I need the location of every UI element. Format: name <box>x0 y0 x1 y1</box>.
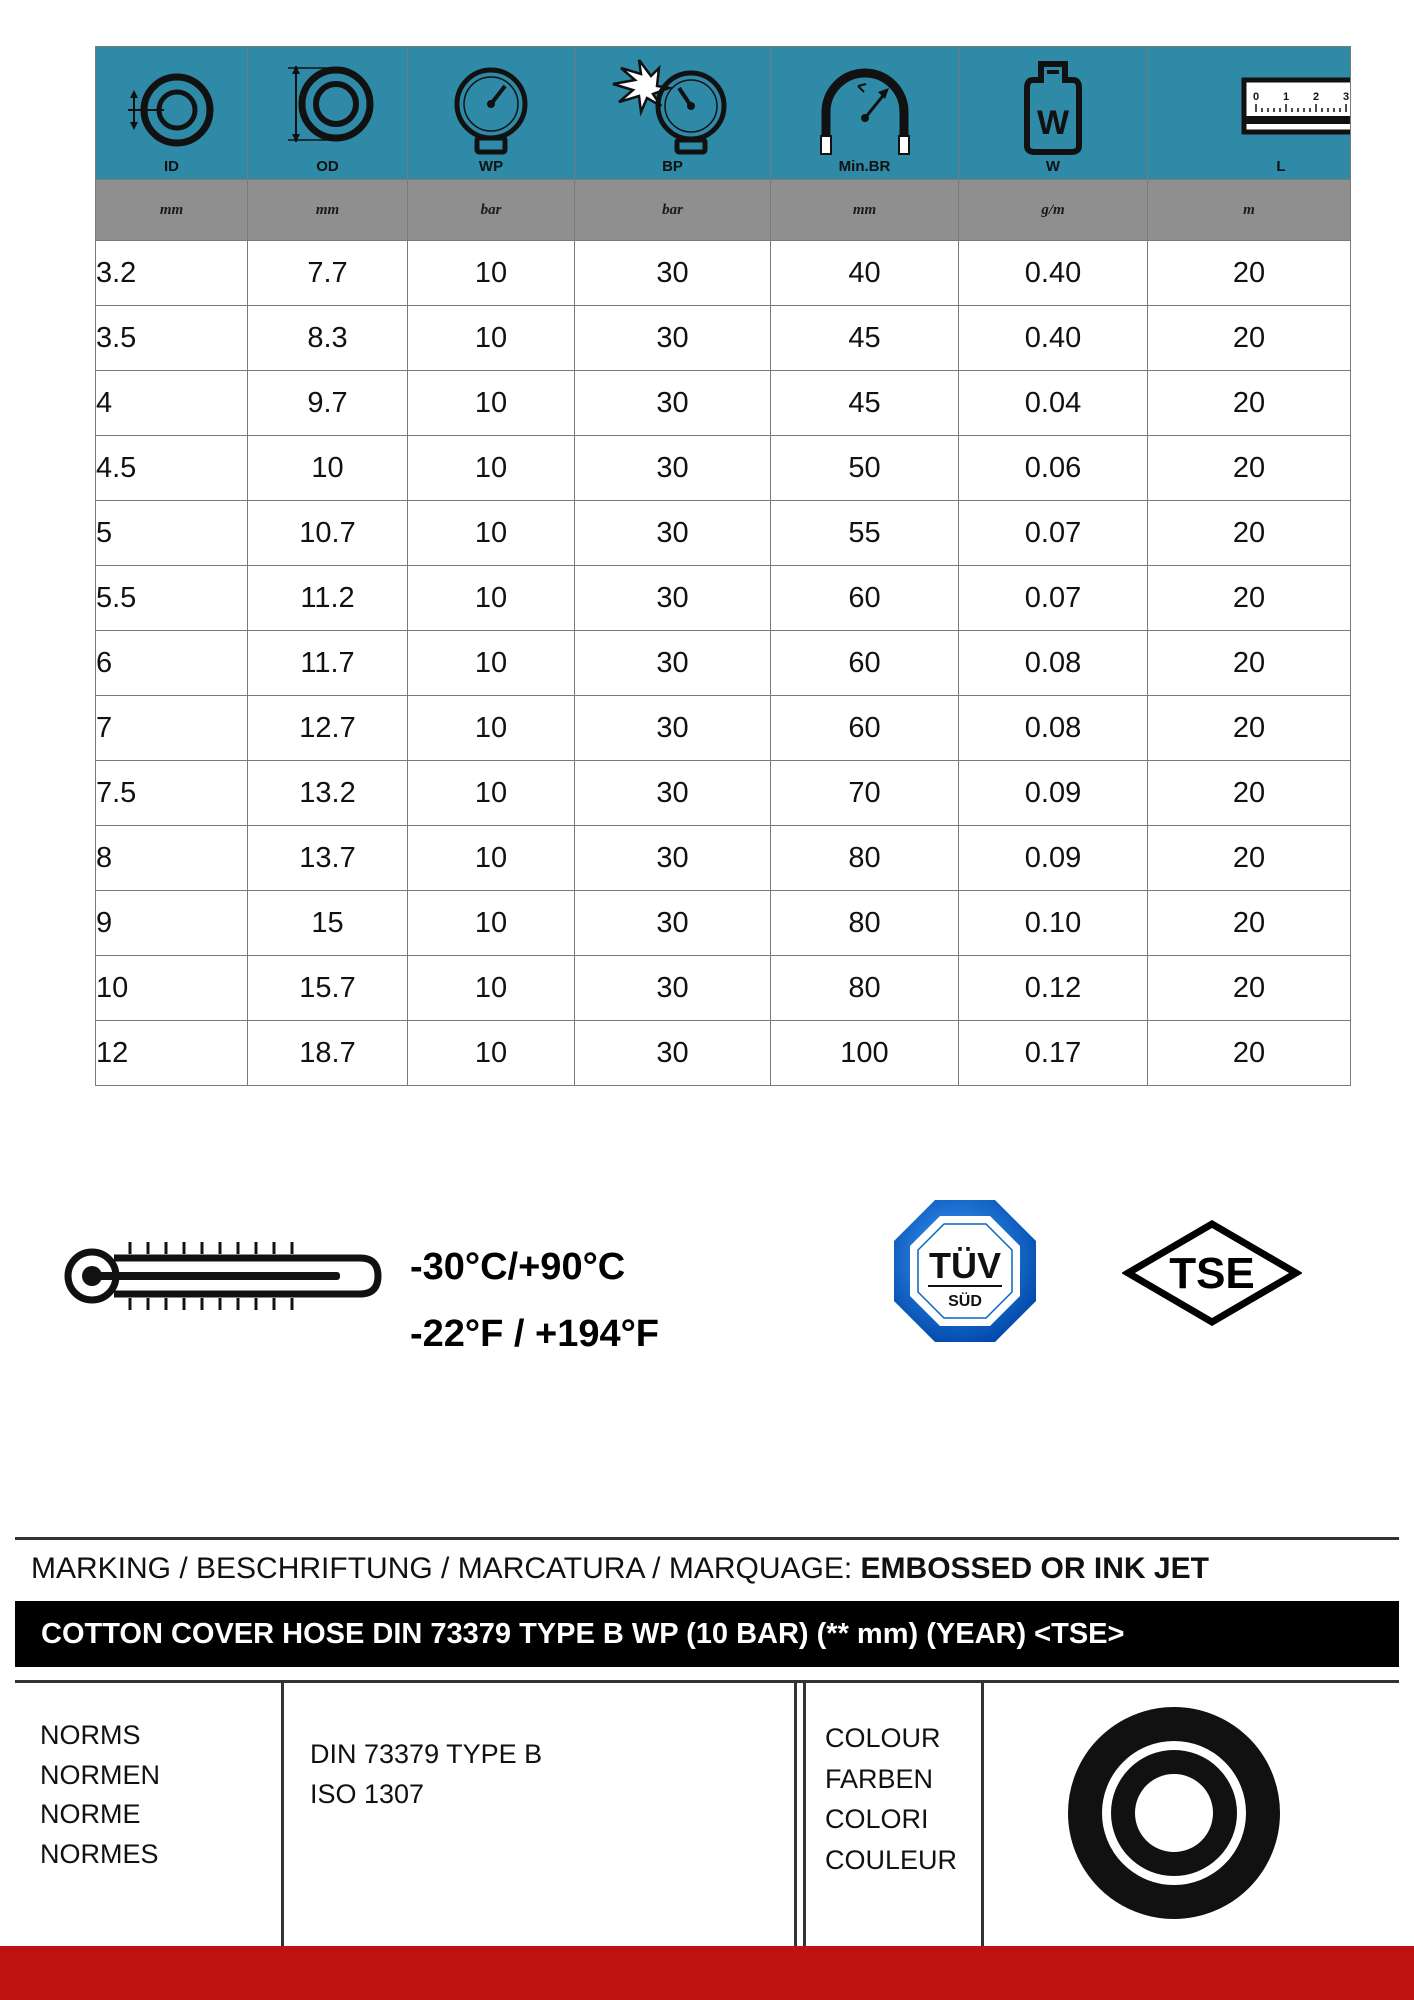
cell-l: 20 <box>1148 891 1351 956</box>
table-row <box>96 631 1351 696</box>
colour-label: FARBEN <box>825 1763 934 1794</box>
unit-w: g/m <box>959 180 1148 241</box>
min-bend-radius-icon <box>810 62 920 158</box>
cell-wp: 10 <box>408 241 575 306</box>
cell-wp: 10 <box>408 566 575 631</box>
norms-label: NORMS <box>40 1720 141 1750</box>
cell-minbr: 80 <box>771 891 959 956</box>
ruler-tick-2: 2 <box>1312 91 1320 103</box>
temperature-fahrenheit: -22°F / +194°F <box>410 1313 660 1355</box>
cell-od: 11.7 <box>248 631 408 696</box>
cell-minbr: 40 <box>771 241 959 306</box>
cell-wp: 10 <box>408 501 575 566</box>
header-minbr <box>771 47 959 180</box>
spec-table <box>95 46 1351 1086</box>
cell-id: 7 <box>96 696 248 761</box>
divider-top <box>15 1537 1399 1540</box>
cell-minbr: 80 <box>771 956 959 1021</box>
header-l <box>1148 47 1351 180</box>
cell-w: 0.40 <box>959 241 1148 306</box>
norms-labels <box>40 1716 160 1874</box>
table-row <box>96 956 1351 1021</box>
ruler-length-icon <box>1160 62 1350 158</box>
cell-l: 20 <box>1148 501 1351 566</box>
cell-minbr: 60 <box>771 631 959 696</box>
header-w <box>959 47 1148 180</box>
working-pressure-gauge-icon <box>441 62 541 158</box>
header-w-label: W <box>1045 158 1061 175</box>
cell-id: 6 <box>96 631 248 696</box>
cell-id: 4.5 <box>96 436 248 501</box>
tse-text: TSE <box>1169 1249 1255 1298</box>
header-bp-label: BP <box>662 158 683 175</box>
header-od <box>248 47 408 180</box>
unit-header-row <box>96 180 1351 241</box>
cell-bp: 30 <box>575 696 771 761</box>
header-id <box>96 47 248 180</box>
cell-od: 10.7 <box>248 501 408 566</box>
norms-label: NORME <box>40 1799 141 1829</box>
cell-id: 7.5 <box>96 761 248 826</box>
cell-l: 20 <box>1148 241 1351 306</box>
cell-id: 12 <box>96 1021 248 1086</box>
cell-wp: 10 <box>408 306 575 371</box>
cell-id: 8 <box>96 826 248 891</box>
table-row <box>96 306 1351 371</box>
cell-minbr: 55 <box>771 501 959 566</box>
cell-od: 9.7 <box>248 371 408 436</box>
cell-od: 18.7 <box>248 1021 408 1086</box>
cell-od: 7.7 <box>248 241 408 306</box>
cell-bp: 30 <box>575 436 771 501</box>
norm-value: ISO 1307 <box>310 1778 425 1809</box>
cell-bp: 30 <box>575 371 771 436</box>
table-row <box>96 891 1351 956</box>
table-row <box>96 241 1351 306</box>
ruler-tick-0: 0 <box>1252 91 1260 103</box>
cell-minbr: 45 <box>771 306 959 371</box>
header-od-label: OD <box>316 158 339 175</box>
burst-pressure-gauge-icon <box>609 58 737 158</box>
colour-label: COLORI <box>825 1804 929 1834</box>
cell-l: 20 <box>1148 696 1351 761</box>
hose-cross-section-icon <box>1066 1705 1282 1921</box>
cell-bp: 30 <box>575 956 771 1021</box>
thermometer-icon <box>64 1236 384 1316</box>
cell-l: 20 <box>1148 631 1351 696</box>
table-row <box>96 501 1351 566</box>
colour-labels <box>825 1718 957 1880</box>
cell-minbr: 80 <box>771 826 959 891</box>
cell-w: 0.08 <box>959 631 1148 696</box>
colour-label: COULEUR <box>825 1844 958 1875</box>
header-id-label: ID <box>164 158 179 175</box>
cell-od: 15.7 <box>248 956 408 1021</box>
table-row <box>96 436 1351 501</box>
cell-w: 0.10 <box>959 891 1148 956</box>
cell-w: 0.40 <box>959 306 1148 371</box>
unit-minbr: mm <box>771 180 959 241</box>
header-bp <box>575 47 771 180</box>
unit-wp: bar <box>408 180 575 241</box>
divider-middle <box>15 1680 1399 1683</box>
cell-w: 0.07 <box>959 501 1148 566</box>
cell-id: 9 <box>96 891 248 956</box>
cell-bp: 30 <box>575 1021 771 1086</box>
unit-id: mm <box>96 180 248 241</box>
cell-id: 3.5 <box>96 306 248 371</box>
cell-od: 11.2 <box>248 566 408 631</box>
cell-wp: 10 <box>408 371 575 436</box>
ruler-tick-3: 3 <box>1342 91 1350 103</box>
marking-line <box>31 1552 1209 1586</box>
cell-wp: 10 <box>408 956 575 1021</box>
cell-minbr: 100 <box>771 1021 959 1086</box>
cell-minbr: 60 <box>771 696 959 761</box>
cell-wp: 10 <box>408 696 575 761</box>
cell-wp: 10 <box>408 436 575 501</box>
cell-l: 20 <box>1148 436 1351 501</box>
cell-bp: 30 <box>575 241 771 306</box>
table-row <box>96 696 1351 761</box>
cell-l: 20 <box>1148 826 1351 891</box>
table-row <box>96 1021 1351 1086</box>
divider-double-b <box>803 1682 806 1948</box>
spec-table-body <box>96 241 1351 1086</box>
norms-values <box>310 1735 542 1814</box>
temperature-celsius: -30°C/+90°C <box>410 1246 626 1288</box>
cell-id: 3.2 <box>96 241 248 306</box>
cell-w: 0.09 <box>959 761 1148 826</box>
cell-od: 12.7 <box>248 696 408 761</box>
cell-od: 8.3 <box>248 306 408 371</box>
cell-l: 20 <box>1148 956 1351 1021</box>
cell-bp: 30 <box>575 501 771 566</box>
norm-value: DIN 73379 TYPE B <box>310 1739 543 1769</box>
divider-double-a <box>794 1682 797 1948</box>
cell-bp: 30 <box>575 306 771 371</box>
cell-minbr: 60 <box>771 566 959 631</box>
cell-w: 0.09 <box>959 826 1148 891</box>
unit-l: m <box>1148 180 1351 241</box>
header-l-label: L <box>1276 158 1286 175</box>
divider-colour <box>981 1682 984 1948</box>
cell-l: 20 <box>1148 306 1351 371</box>
cell-wp: 10 <box>408 761 575 826</box>
cell-l: 20 <box>1148 566 1351 631</box>
header-wp-label: WP <box>478 158 504 175</box>
cell-od: 13.2 <box>248 761 408 826</box>
cell-minbr: 45 <box>771 371 959 436</box>
cell-l: 20 <box>1148 371 1351 436</box>
cell-id: 4 <box>96 371 248 436</box>
divider-norms <box>281 1682 284 1948</box>
cell-w: 0.12 <box>959 956 1148 1021</box>
norms-label: NORMEN <box>40 1759 160 1790</box>
cell-id: 5 <box>96 501 248 566</box>
inner-diameter-icon <box>122 62 222 158</box>
header-wp <box>408 47 575 180</box>
cell-w: 0.06 <box>959 436 1148 501</box>
cell-bp: 30 <box>575 631 771 696</box>
cell-bp: 30 <box>575 826 771 891</box>
cell-w: 0.08 <box>959 696 1148 761</box>
tse-logo <box>1122 1220 1302 1326</box>
norms-label: NORMES <box>40 1838 159 1869</box>
cell-wp: 10 <box>408 891 575 956</box>
cell-w: 0.07 <box>959 566 1148 631</box>
table-row <box>96 826 1351 891</box>
cell-bp: 30 <box>575 891 771 956</box>
cell-od: 15 <box>248 891 408 956</box>
cell-l: 20 <box>1148 1021 1351 1086</box>
cell-id: 10 <box>96 956 248 1021</box>
cell-bp: 30 <box>575 761 771 826</box>
outer-diameter-icon <box>278 58 378 158</box>
table-row <box>96 566 1351 631</box>
svg-text:W: W <box>1036 104 1070 142</box>
cell-od: 13.7 <box>248 826 408 891</box>
cell-id: 5.5 <box>96 566 248 631</box>
tuv-sub-text: SÜD <box>948 1293 982 1310</box>
cell-l: 20 <box>1148 761 1351 826</box>
ruler-tick-1: 1 <box>1282 91 1290 103</box>
tuv-main-text: TÜV <box>929 1245 1001 1286</box>
footer-band <box>0 1946 1414 2000</box>
cell-w: 0.04 <box>959 371 1148 436</box>
unit-od: mm <box>248 180 408 241</box>
cell-wp: 10 <box>408 826 575 891</box>
cell-od: 10 <box>248 436 408 501</box>
cell-bp: 30 <box>575 566 771 631</box>
table-row <box>96 761 1351 826</box>
icon-header-row <box>96 47 1351 180</box>
cell-wp: 10 <box>408 631 575 696</box>
marking-method: EMBOSSED OR INK JET <box>860 1552 1209 1585</box>
cell-minbr: 70 <box>771 761 959 826</box>
tuv-sud-logo <box>892 1198 1038 1344</box>
header-minbr-label: Min.BR <box>838 158 891 175</box>
weight-icon <box>1013 58 1093 158</box>
cell-w: 0.17 <box>959 1021 1148 1086</box>
cell-minbr: 50 <box>771 436 959 501</box>
colour-label: COLOUR <box>825 1723 941 1753</box>
unit-bp: bar <box>575 180 771 241</box>
marking-label: MARKING / BESCHRIFTUNG / MARCATURA / MARQUAGE: <box>31 1552 853 1585</box>
marking-text-bar: COTTON COVER HOSE DIN 73379 TYPE B WP (10 BAR) (** mm) (YEAR) <TSE> <box>15 1601 1399 1667</box>
cell-wp: 10 <box>408 1021 575 1086</box>
table-row <box>96 371 1351 436</box>
